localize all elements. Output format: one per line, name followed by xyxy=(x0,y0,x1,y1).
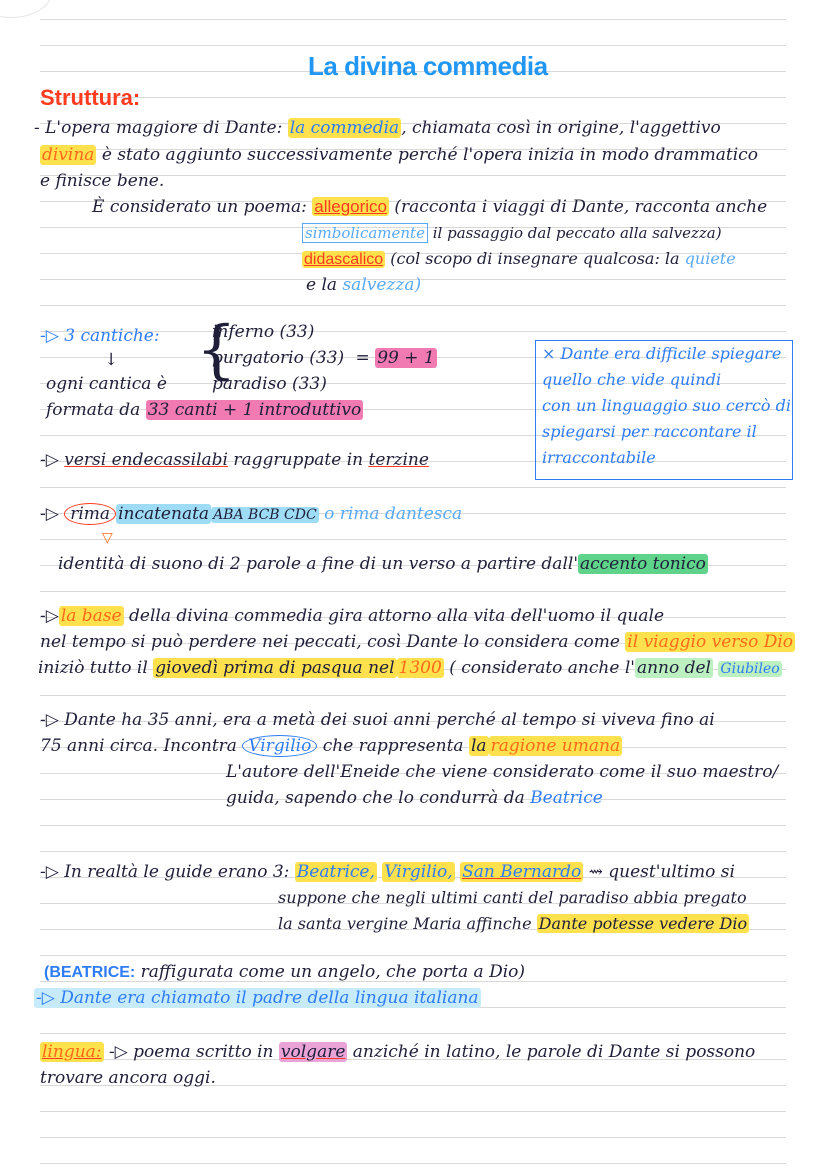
cantiche-label: -▷ 3 cantiche: xyxy=(40,326,160,346)
text: anno del xyxy=(636,658,711,678)
text-line: trovare ancora oggi. xyxy=(40,1068,216,1088)
beatrice-label: (BEATRICE: xyxy=(44,964,136,981)
highlight-padre: -▷ Dante era chiamato il padre della lingua italiana xyxy=(36,988,479,1008)
text: , chiamata così in origine, l'aggettivo xyxy=(401,118,721,138)
note-line: × Dante era difficile spiegare xyxy=(542,344,782,363)
text-dantesca: o rima dantesca xyxy=(324,504,463,524)
highlight-incatenata: incatenata xyxy=(118,504,210,524)
circled-virgilio: Virgilio xyxy=(242,735,317,757)
note-box xyxy=(535,340,793,480)
highlight-giovedi: giovedì prima di pasqua nel xyxy=(155,658,395,678)
highlight-divina: divina xyxy=(42,145,95,165)
highlight-schema: ABA BCB CDC xyxy=(213,507,317,523)
text-line xyxy=(58,554,708,574)
text: È considerato un poema: xyxy=(92,197,307,217)
text-line xyxy=(302,223,722,243)
text-line xyxy=(34,988,481,1008)
arrow-icon: -▷ xyxy=(40,606,59,626)
text: iniziò tutto il xyxy=(38,658,148,678)
text-line xyxy=(40,606,664,626)
down-arrow: ↓ xyxy=(104,350,119,370)
highlight-anno: 1300 xyxy=(398,658,442,678)
highlight-giubileo: Giubileo xyxy=(720,661,780,677)
text-line xyxy=(40,632,795,652)
note-line: con un linguaggio suo cercò di xyxy=(542,396,791,415)
text: che rappresenta xyxy=(322,736,464,756)
highlight-base: la base xyxy=(60,606,122,626)
text-line xyxy=(38,658,782,679)
text: formata da xyxy=(46,400,141,420)
note-line: irraccontabile xyxy=(542,448,656,467)
text: purgatorio (33) xyxy=(212,348,345,368)
text-beatrice: Beatrice xyxy=(530,788,603,808)
note-line: quello che vide quindi xyxy=(542,370,722,389)
text: il passaggio dal peccato alla salvezza) xyxy=(432,224,722,242)
text-line xyxy=(278,914,749,934)
text: guida, sapendo che lo condurrà da xyxy=(226,788,525,808)
cantica-inferno: inferno (33) xyxy=(212,322,315,342)
text-quiete: quiete xyxy=(684,249,736,268)
highlight-beatrice: Beatrice, xyxy=(296,862,375,882)
text: è stato aggiunto successivamente perché l'opera inizia in modo drammatico xyxy=(101,145,758,165)
text: 75 anni circa. Incontra xyxy=(40,736,237,756)
arrow-icon: -▷ xyxy=(40,504,59,524)
text-line xyxy=(92,197,767,217)
text: nel tempo si può perdere nei peccati, così Dante lo considera come xyxy=(40,632,620,652)
highlight-commedia: la commedia xyxy=(289,118,400,138)
note-line: spiegarsi per raccontare il xyxy=(542,422,757,441)
binder-hole xyxy=(0,0,52,18)
text-line xyxy=(46,400,363,420)
highlight-vedere: Dante potesse vedere Dio xyxy=(538,914,748,933)
highlight-virgilio: Virgilio, xyxy=(384,862,453,882)
highlight-viaggio: il viaggio verso Dio xyxy=(627,632,794,652)
text: la xyxy=(470,736,487,756)
highlight-accento: accento tonico xyxy=(580,554,706,574)
highlight-bernardo: San Bernardo xyxy=(462,862,582,882)
text: -▷ poema scritto in xyxy=(108,1042,274,1062)
highlight-ragione: ragione umana xyxy=(490,736,621,756)
text: ⇝ quest'ultimo si xyxy=(588,862,735,882)
right-margin xyxy=(786,0,828,1171)
arrow-down-icon: ▽ xyxy=(102,530,113,546)
text-line xyxy=(302,249,736,270)
highlight-total: 99 + 1 xyxy=(377,348,435,368)
text-line xyxy=(40,145,758,165)
text-versi: versi endecassilabi xyxy=(64,450,228,470)
cantica-paradiso: paradiso (33) xyxy=(212,374,327,394)
text-line xyxy=(34,118,721,138)
text-line xyxy=(40,504,462,525)
page-title: La divina commedia xyxy=(308,51,548,81)
text-line xyxy=(40,450,429,470)
boxed-simbolicamente: simbolicamente xyxy=(302,223,428,243)
text-line xyxy=(40,862,735,882)
cantica-purgatorio xyxy=(212,348,437,368)
text-line: L'autore dell'Eneide che viene considerato come il suo maestro/ xyxy=(226,762,779,782)
text-line: -▷ Dante ha 35 anni, era a metà dei suoi anni perché al tempo si viveva fino ai xyxy=(40,710,715,730)
highlight-lingua: lingua: xyxy=(42,1042,102,1062)
circled-rima: rima xyxy=(64,503,116,525)
text-salvezza: salvezza) xyxy=(342,275,422,295)
highlight-volgare: volgare xyxy=(280,1042,346,1062)
text: e la xyxy=(306,275,338,295)
highlight-allegorico: allegorico xyxy=(314,197,387,216)
text-line: ogni cantica è xyxy=(46,374,167,394)
text: della divina commedia gira attorno alla vita dell'uomo il quale xyxy=(129,606,665,626)
text: (racconta i viaggi di Dante, racconta anche xyxy=(394,197,768,217)
highlight-didascalico: didascalico xyxy=(304,251,384,268)
text-line xyxy=(40,736,622,756)
text: raggruppate in xyxy=(233,450,364,470)
text-line xyxy=(44,962,525,983)
text-line xyxy=(40,1042,755,1062)
text-terzine: terzine xyxy=(368,450,429,470)
text: -▷ In realtà le guide erano 3: xyxy=(40,862,290,882)
text-line xyxy=(306,275,421,295)
arrow-icon: -▷ xyxy=(40,450,59,470)
text: ( considerato anche l' xyxy=(449,658,635,678)
text: - L'opera maggiore di Dante: xyxy=(34,118,283,138)
text: la santa vergine Maria affinche xyxy=(278,914,532,933)
struttura-heading: Struttura: xyxy=(40,85,141,110)
highlight-canti: 33 canti + 1 introduttivo xyxy=(147,400,362,420)
text: identità di suono di 2 parole a fine di un verso a partire dall' xyxy=(58,554,578,574)
brace-icon: { xyxy=(196,313,237,387)
text-line: e finisce bene. xyxy=(40,171,165,191)
text: anziché in latino, le parole di Dante si possono xyxy=(352,1042,756,1062)
text: (col scopo di insegnare qualcosa: la xyxy=(390,249,680,268)
text-line xyxy=(226,788,603,808)
text: raffigurata come un angelo, che porta a Dio) xyxy=(140,962,526,982)
text: = xyxy=(355,348,370,368)
text-line: suppone che negli ultimi canti del paradiso abbia pregato xyxy=(278,888,747,907)
